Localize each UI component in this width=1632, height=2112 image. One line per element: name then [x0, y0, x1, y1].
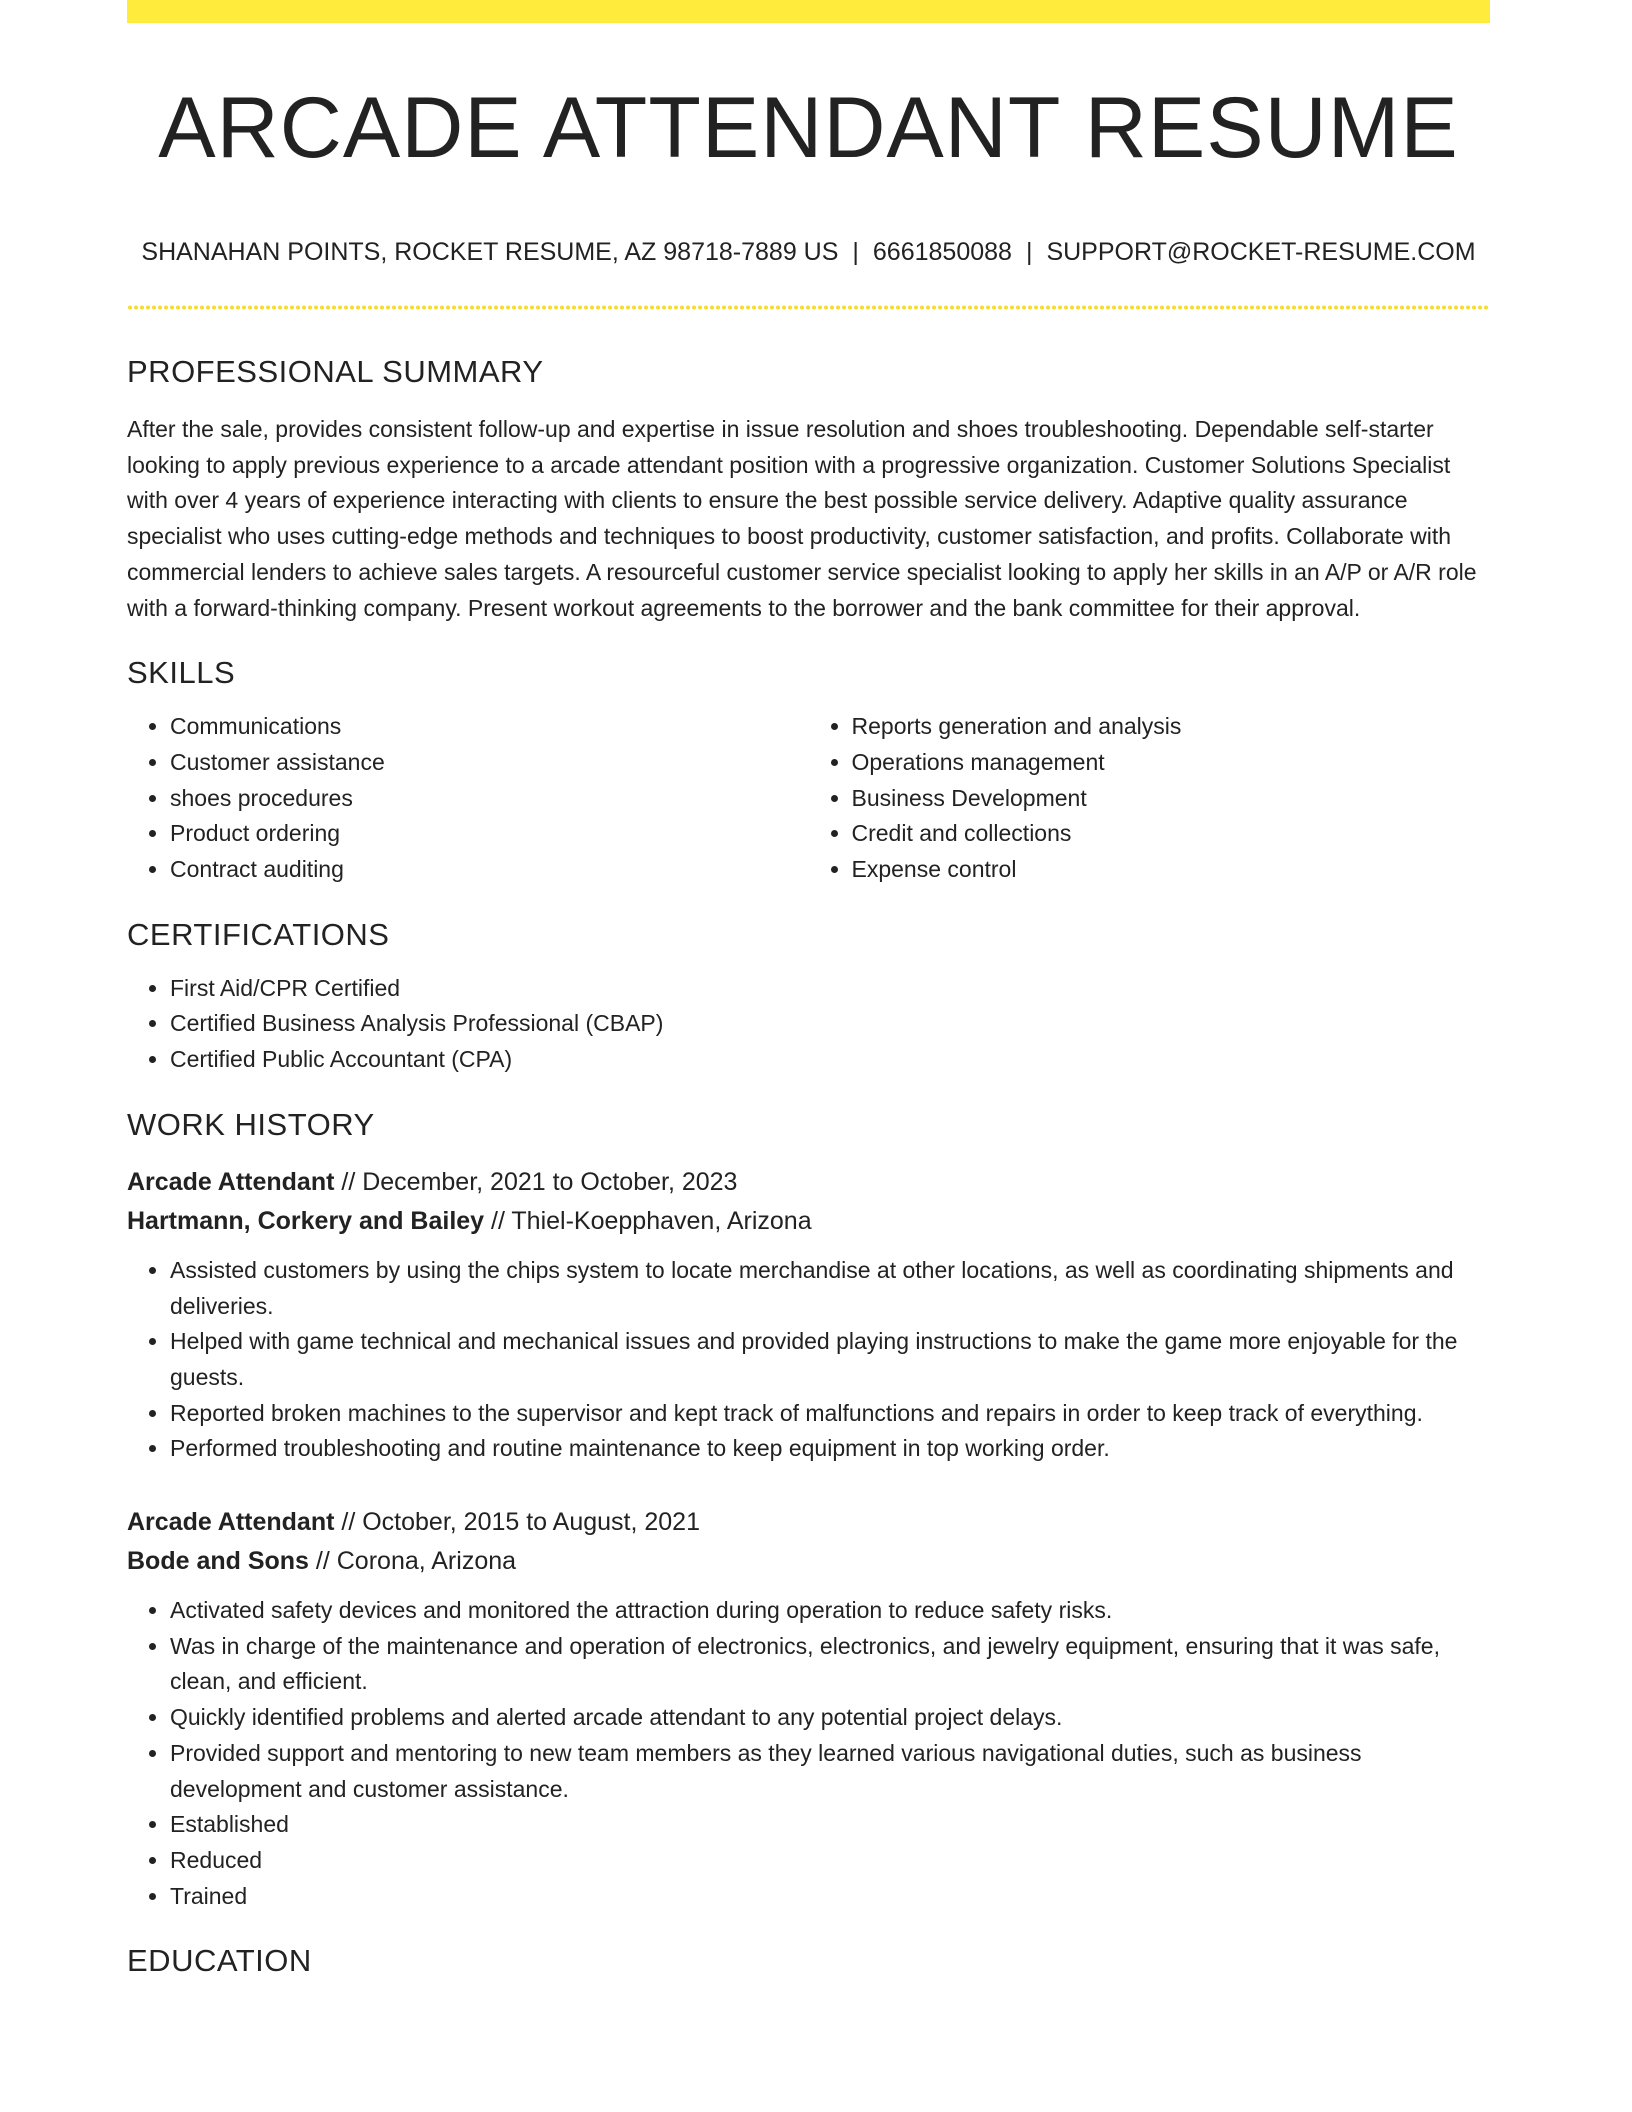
skill-item: • Operations management — [852, 745, 1491, 781]
skills-section — [127, 651, 1490, 888]
contact-separator: | — [852, 238, 859, 266]
skill-item: • Communications — [170, 709, 809, 745]
skill-item: • Product ordering — [170, 816, 809, 852]
skill-item: • Customer assistance — [170, 745, 809, 781]
job-title: Arcade Attendant — [127, 1167, 335, 1196]
certification-item: • Certified Public Accountant (CPA) — [170, 1042, 1490, 1078]
job-bullet: • Trained — [170, 1879, 1490, 1915]
job-bullet: • Reduced — [170, 1843, 1490, 1879]
contact-line — [127, 236, 1490, 268]
job-location: // Corona, Arizona — [308, 1547, 517, 1576]
skill-item: • shoes procedures — [170, 781, 809, 817]
skills-columns — [127, 709, 1490, 888]
job-bullet: • Established — [170, 1807, 1490, 1843]
job-bullet: • Performed troubleshooting and routine maintenance to keep equipment in top working order. — [170, 1431, 1490, 1467]
certifications-heading: CERTIFICATIONS — [127, 916, 390, 952]
summary-text: After the sale, provides consistent follow-up and expertise in issue resolution and shoes troubleshooting. Dependable self-starter looking to apply previous experience to a arcade attendant position with a progressive organization. Customer Solutions Specialist with over 4 years of experience interacting with clients to ensure the best possible service delivery. Adaptive quality assurance specialist who uses cutting-edge methods and techniques to boost productivity, customer satisfaction, and profits. Collaborate with commercial lenders to achieve sales targets. A resourceful customer service specialist looking to apply her skills in an A/P or A/R role with a forward-thinking company. Present workout agreements to the borrower and the bank committee for their approval. — [127, 416, 1477, 621]
job-dates: // October, 2015 to August, 2021 — [334, 1508, 700, 1537]
job-bullet: • Was in charge of the maintenance and operation of electronics, electronics, and jewelry equipment, ensuring that it was safe, clean, and efficient. — [170, 1629, 1490, 1700]
job-bullets — [127, 1253, 1490, 1467]
skills-list-right — [809, 709, 1491, 888]
accent-bar — [127, 0, 1490, 23]
education-heading: EDUCATION — [127, 1943, 312, 1979]
job-bullet: • Helped with game technical and mechanical issues and provided playing instructions to make the game more enjoyable for the guests. — [170, 1324, 1490, 1395]
certifications-section — [127, 913, 1490, 1078]
job-company: Bode and Sons — [127, 1547, 309, 1576]
job-company-line — [127, 1202, 1490, 1241]
summary-section — [127, 350, 1490, 626]
job-company: Hartmann, Corkery and Bailey — [127, 1206, 485, 1235]
contact-email: SUPPORT@ROCKET-RESUME.COM — [1046, 238, 1476, 266]
job-location: // Thiel-Koepphaven, Arizona — [484, 1206, 812, 1235]
work-history-heading: WORK HISTORY — [127, 1106, 375, 1142]
job-entry — [127, 1163, 1490, 1467]
summary-heading: PROFESSIONAL SUMMARY — [127, 354, 544, 389]
job-dates: // December, 2021 to October, 2023 — [334, 1167, 738, 1196]
job-entry — [127, 1503, 1490, 1914]
certifications-list — [127, 971, 1490, 1078]
job-bullet: • Activated safety devices and monitored the attraction during operation to reduce safety risks. — [170, 1593, 1490, 1629]
contact-address: SHANAHAN POINTS, ROCKET RESUME, AZ 98718-7889 US — [141, 238, 839, 266]
dotted-divider — [127, 305, 1490, 310]
skill-item: • Contract auditing — [170, 852, 809, 888]
job-bullet: • Provided support and mentoring to new team members as they learned various navigational duties, such as business development and customer assistance. — [170, 1736, 1490, 1807]
contact-separator: | — [1025, 238, 1033, 266]
work-history-section — [127, 1103, 1490, 1915]
page-title: ARCADE ATTENDANT RESUME — [158, 80, 1459, 176]
certification-item: • First Aid/CPR Certified — [170, 971, 1490, 1007]
skill-item: • Business Development — [852, 781, 1491, 817]
skill-item: • Credit and collections — [852, 816, 1491, 852]
job-title: Arcade Attendant — [127, 1508, 335, 1537]
skill-item: • Reports generation and analysis — [852, 709, 1491, 745]
job-title-line — [127, 1503, 1490, 1542]
job-bullet: • Reported broken machines to the supervisor and kept track of malfunctions and repairs in order to keep track of everything. — [170, 1396, 1490, 1432]
education-section — [127, 1939, 1490, 1983]
resume-content — [127, 350, 1490, 1983]
skill-item: • Expense control — [852, 852, 1491, 888]
certification-item: • Certified Business Analysis Professional (CBAP) — [170, 1006, 1490, 1042]
contact-phone: 6661850088 — [872, 238, 1012, 266]
job-bullet: • Quickly identified problems and alerted arcade attendant to any potential project delays. — [170, 1700, 1490, 1736]
job-title-line — [127, 1163, 1490, 1202]
job-company-line — [127, 1542, 1490, 1581]
job-bullets — [127, 1593, 1490, 1914]
skills-heading: SKILLS — [127, 655, 236, 691]
job-bullet: • Assisted customers by using the chips system to locate merchandise at other locations, as well as coordinating shipments and deliveries. — [170, 1253, 1490, 1324]
skills-list-left — [127, 709, 809, 888]
